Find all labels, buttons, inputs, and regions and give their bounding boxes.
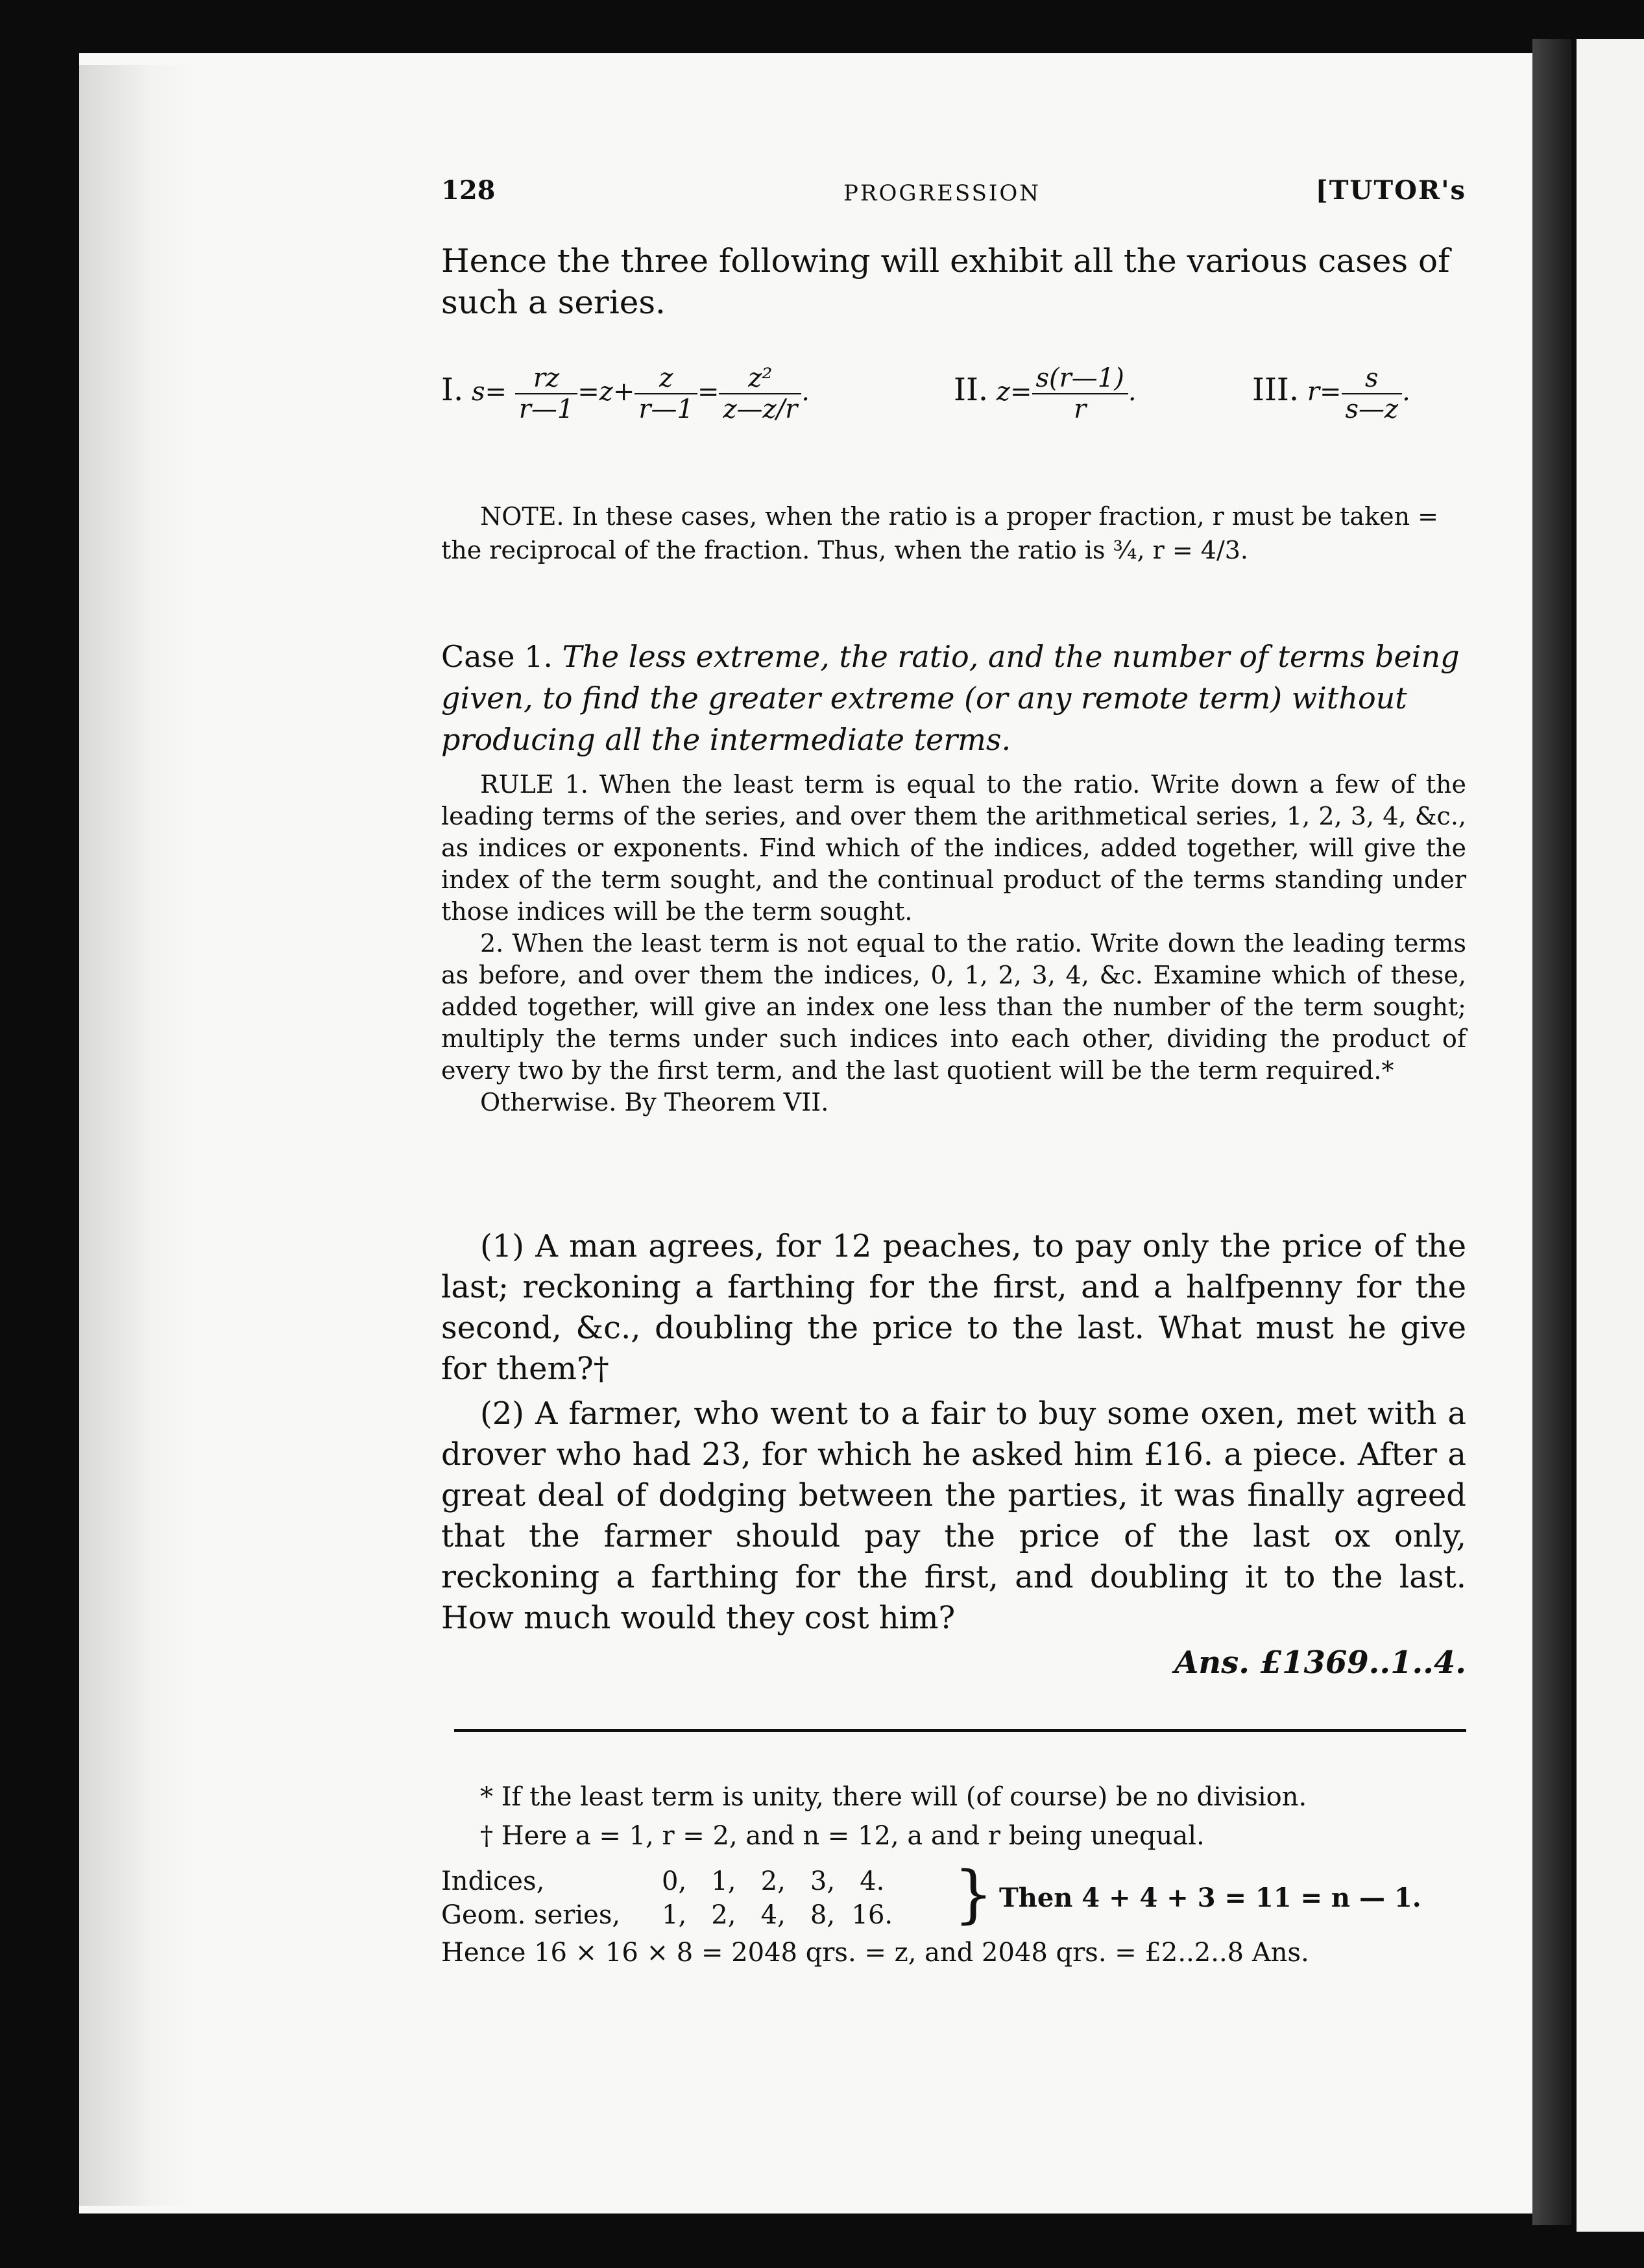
formula-II: II. z= $\frac{s(r—1)}{r}$ . xyxy=(954,363,1137,424)
formula-I-term3: $\frac{z}{r—1}$ xyxy=(635,363,697,424)
next-page-fragment xyxy=(1577,39,1644,2232)
footnotes-block xyxy=(441,1778,1466,1972)
formula-III-var: r xyxy=(1307,377,1320,407)
rule-1: RULE 1. When the least term is equal to the ratio. Write down a few of the leading terms of the series, and over them the arithmetical series, 1, 2, 3, 4, &c., as indices or exponents. Find which of the indices, added together, will give the index of the term sought, and the continual product of the terms standing under those indices will be the term sought. xyxy=(441,770,1466,926)
formula-I-term1: $\frac{rz}{r—1}$ xyxy=(515,363,578,424)
formula-I-term2: z+ xyxy=(599,377,635,407)
footnote-2: † Here a = 1, r = 2, and n = 12, a and r being unequal. xyxy=(480,1821,1205,1851)
book-spine xyxy=(1532,39,1571,2225)
hence-line: Hence 16 × 16 × 8 = 2048 qrs. = z, and 2048 qrs. = £2..2..8 Ans. xyxy=(441,1938,1309,1968)
formula-I: I. s= $\frac{rz}{r—1}$ =z+ $\frac{z}{r—1}$ = $\frac{\text{z²}}{z—z/r}$ . xyxy=(441,363,810,424)
footnote-divider xyxy=(454,1729,1466,1732)
indices-table xyxy=(441,1858,1466,1933)
formula-III-fraction: $\frac{s}{s—z}$ xyxy=(1342,363,1403,424)
page-edge xyxy=(79,65,196,2206)
formula-II-fraction: $\frac{s(r—1)}{r}$ xyxy=(1032,363,1128,424)
formula-I-var: s xyxy=(471,377,485,407)
formula-I-label: I. xyxy=(441,372,464,408)
problem-1: (1) A man agrees, for 12 peaches, to pay only the price of the last; reckoning a farthing for the first, and a halfpenny for the second, &c., doubling the price to the last. What must he give for them?† xyxy=(441,1228,1466,1387)
formula-III: III. r= $\frac{s}{s—z}$ . xyxy=(1252,363,1410,424)
answer: Ans. £1369..1..4. xyxy=(1174,1645,1466,1681)
rule-2: 2. When the least term is not equal to the ratio. Write down the leading terms as before, and over them the indices, 0, 1, 2, 3, 4, &c. Examine which of these, added together, will give an index one less than the number of the term sought; multiply the terms under such indices into each other, dividing the product of every two by the first term, and the last quotient will be the term required.* xyxy=(441,929,1466,1085)
geom-series-label: Geom. series, xyxy=(441,1900,621,1930)
otherwise-line: Otherwise. By Theorem VII. xyxy=(480,1088,829,1116)
problems-block xyxy=(441,1226,1466,1683)
formula-II-label: II. xyxy=(954,372,989,408)
rules-block xyxy=(441,769,1466,1118)
problem-2: (2) A farmer, who went to a fair to buy some oxen, met with a drover who had 23, for which he asked him £16. a piece. After a great deal of dodging between the parties, it was finally agreed that the farmer should pay the price of the last ox only, reckoning a farthing for the first, and doubling it to the last. How much would they cost him? xyxy=(441,1395,1466,1636)
intro-paragraph: Hence the three following will exhibit all the various cases of such a series. xyxy=(441,242,1450,321)
formula-II-var: z xyxy=(996,377,1010,407)
formulas-block xyxy=(441,337,1466,493)
note-paragraph: NOTE. In these cases, when the ratio is a proper fraction, r must be taken = the reciprocal of the fraction. Thus, when the ratio is ¾, r = 4/3. xyxy=(441,502,1438,564)
indices-label: Indices, xyxy=(441,1866,545,1896)
running-head-right: [TUTOR's xyxy=(1315,175,1466,206)
then-equation: Then 4 + 4 + 3 = 11 = n — 1. xyxy=(999,1883,1421,1913)
case-label: Case 1. xyxy=(441,639,553,674)
formula-I-term4: $\frac{\text{z²}}{z—z/r}$ xyxy=(719,363,801,424)
indices-values: 0, 1, 2, 3, 4. xyxy=(662,1866,885,1896)
geom-series-values: 1, 2, 4, 8, 16. xyxy=(662,1900,893,1930)
footnote-1: * If the least term is unity, there will (of course) be no division. xyxy=(480,1782,1307,1812)
page-number: 128 xyxy=(441,175,496,206)
case-heading xyxy=(441,636,1466,760)
running-head xyxy=(441,175,1466,221)
formula-III-label: III. xyxy=(1252,372,1299,408)
brace-glyph: } xyxy=(954,1858,994,1931)
running-title: PROGRESSION xyxy=(843,180,1041,206)
case-text: The less extreme, the ratio, and the number of terms being given, to find the greater extreme (or any remote term) without producing all the intermediate terms. xyxy=(441,639,1460,757)
